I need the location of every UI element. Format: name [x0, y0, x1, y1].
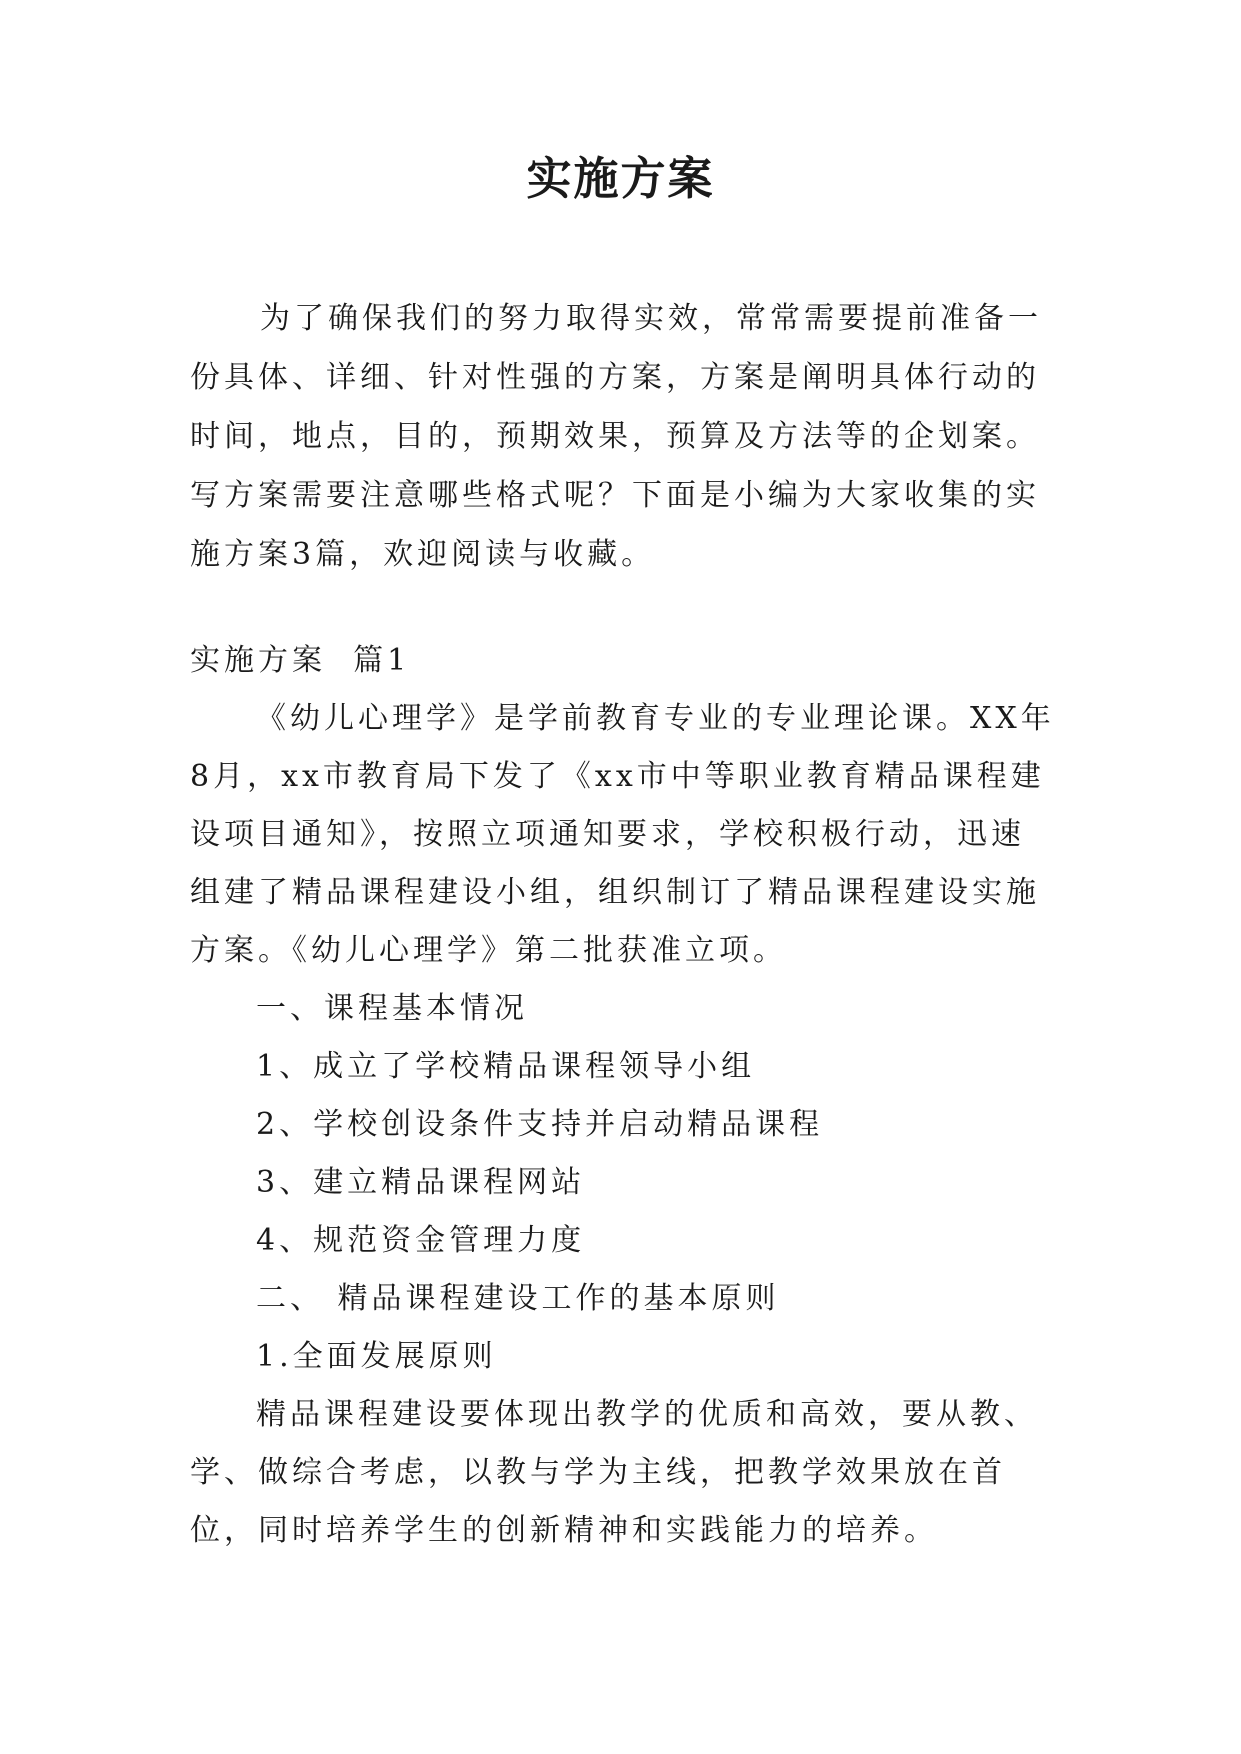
section-heading: 实施方案 篇1 [190, 643, 411, 678]
section-body [190, 632, 1058, 1560]
list-item: 1、成立了学校精品课程领导小组 [256, 1049, 756, 1084]
document-title: 实施方案 [526, 152, 715, 205]
paragraph-principle-detail: 精品课程建设要体现出教学的优质和高效，要从教、学、做综合考虑，以教与学为主线，把教学效果放在首位，同时培养学生的创新精神和实践能力的培养。 [190, 1397, 1038, 1548]
list-item: 4、规范资金管理力度 [256, 1223, 586, 1258]
heading-course-basics: 一、课程基本情况 [256, 991, 528, 1026]
paragraph-course-intro: 《幼儿心理学》是学前教育专业的专业理论课。XX年8月，xx市教育局下发了《xx市中等职业教育精品课程建设项目通知》，按照立项通知要求，学校积极行动，迅速组建了精品课程建设小组，组织制订了精品课程建设实施方案。《幼儿心理学》第二批获准立项。 [190, 701, 1055, 968]
intro-paragraph: 为了确保我们的努力取得实效，常常需要提前准备一份具体、详细、针对性强的方案，方案是阐明具体行动的时间，地点，目的，预期效果，预算及方法等的企划案。写方案需要注意哪些格式呢？下面是小编为大家收集的实施方案3篇，欢迎阅读与收藏。 [190, 301, 1042, 572]
subheading-development: 1.全面发展原则 [256, 1339, 497, 1374]
list-item: 3、建立精品课程网站 [256, 1165, 586, 1200]
heading-principles: 二、 精品课程建设工作的基本原则 [256, 1281, 780, 1316]
list-item: 2、学校创设条件支持并启动精品课程 [256, 1107, 824, 1142]
